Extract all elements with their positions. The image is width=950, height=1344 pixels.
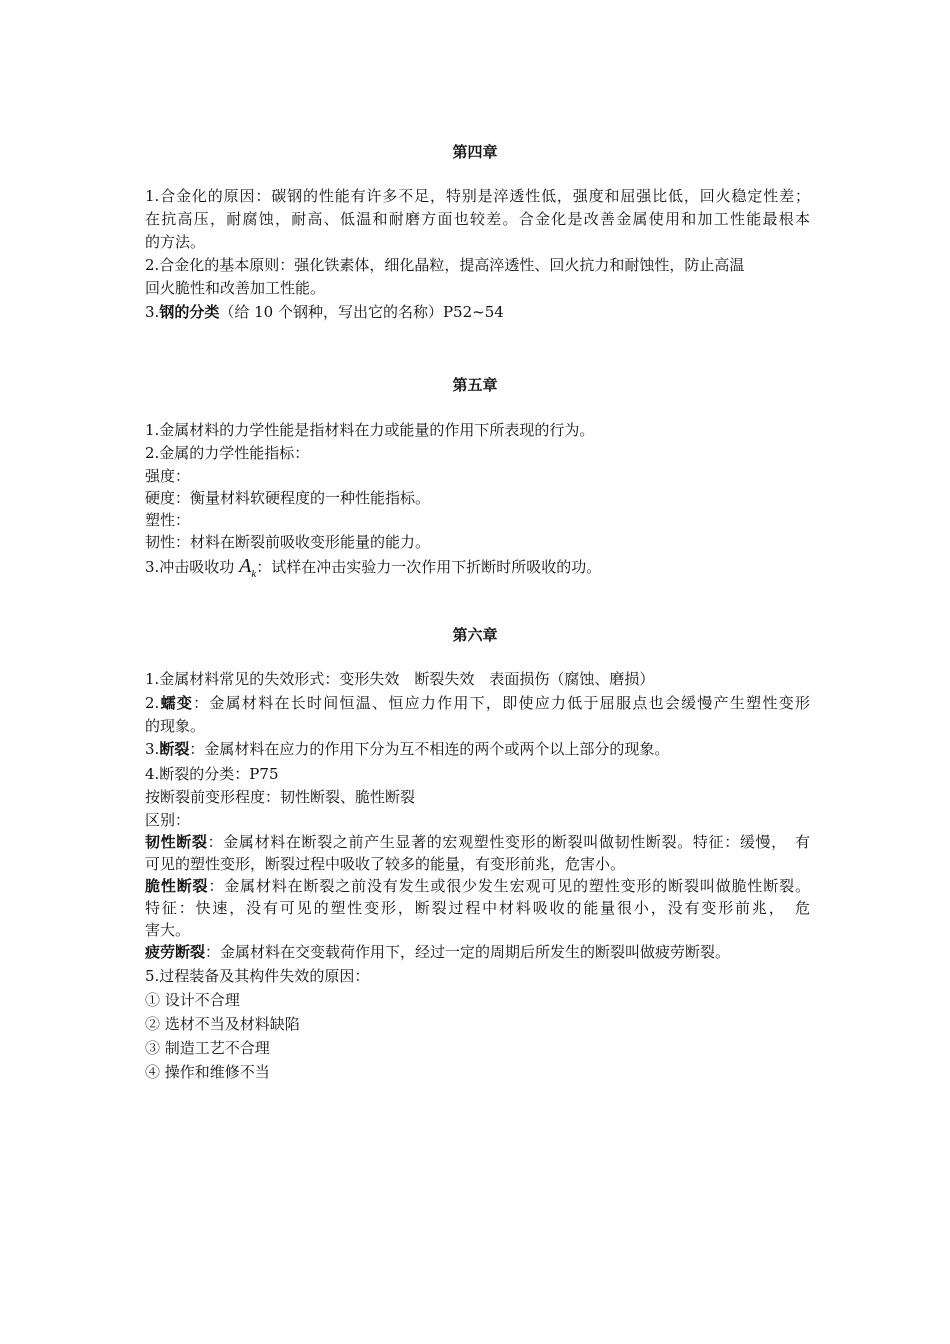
ch4-line-6-text: （给 10 个钢种，写出它的名称）P52~54 (219, 303, 504, 321)
ch6-line-10-text: ：金属材料在断裂之前没有发生或很少发生宏观可见的塑性变形的断裂叫做脆性断裂。 (208, 877, 810, 895)
ch6-line-7: 区别： (145, 811, 191, 829)
chapter-4-title: 第四章 (452, 143, 498, 161)
chapter-6-title: 第六章 (452, 626, 498, 644)
ch6-line-8-term: 韧性断裂 (145, 833, 208, 851)
ch6-line-13-term: 疲劳断裂 (145, 943, 206, 961)
ch4-line-2: 在抗高压，耐腐蚀，耐高、低温和耐磨方面也较差。合金化是改善金属使用和加工性能最根本 (145, 210, 810, 228)
ch6-line-10 (145, 876, 810, 896)
impact-energy-symbol-subscript: k (251, 568, 257, 580)
ch6-line-6: 按断裂前变形程度：韧性断裂、脆性断裂 (145, 788, 416, 806)
ch6-line-4-text: ：金属材料在应力的作用下分为互不相连的两个或两个以上部分的现象。 (189, 740, 670, 758)
ch4-line-3: 的方法。 (145, 233, 206, 251)
chapter-5-title: 第五章 (452, 376, 498, 394)
ch5-line-1: 1.金属材料的力学性能是指材料在力或能量的作用下所表现的行为。 (145, 421, 595, 439)
ch6-line-10-term: 脆性断裂 (145, 877, 209, 895)
ch6-line-14: 5.过程装备及其构件失效的原因： (145, 967, 370, 985)
ch5-line-3: 强度： (145, 467, 191, 485)
failure-cause-item-3: ③ 制造工艺不合理 (145, 1039, 270, 1057)
ch5-line-6: 韧性：材料在断裂前吸收变形能量的能力。 (145, 533, 431, 551)
ch6-line-11: 特征：快速，没有可见的塑性变形，断裂过程中材料吸收的能量很小，没有变形前兆， 危 (145, 899, 810, 917)
ch5-line-7 (145, 556, 810, 584)
ch6-line-2-term: 蠕变 (159, 694, 194, 712)
impact-energy-symbol (239, 555, 257, 580)
ch6-line-4-number: 3. (145, 740, 160, 758)
ch6-line-2-text: ：金属材料在长时间恒温、恒应力作用下，即使应力低于屈服点也会缓慢产生塑性变形 (193, 694, 810, 712)
ch5-line-7-prefix: 3.冲击吸收功 (145, 558, 240, 576)
ch6-line-13 (145, 942, 810, 962)
ch6-line-5: 4.断裂的分类：P75 (145, 765, 279, 783)
ch6-line-4-term: 断裂 (159, 740, 190, 758)
ch5-line-4: 硬度：衡量材料软硬程度的一种性能指标。 (145, 489, 431, 507)
ch4-line-4: 2.合金化的基本原则：强化铁素体，细化晶粒，提高淬透性、回火抗力和耐蚀性，防止高温 (145, 256, 745, 274)
ch5-line-2: 2.金属的力学性能指标： (145, 444, 310, 462)
ch6-line-8-text: ：金属材料在断裂之前产生显著的宏观塑性变形的断裂叫做韧性断裂。特征：缓慢， 有 (207, 833, 810, 851)
ch4-line-6 (145, 302, 810, 322)
ch4-line-6-term: 钢的分类 (159, 303, 220, 321)
ch6-line-13-text: ：金属材料在交变载荷作用下，经过一定的周期后所发生的断裂叫做疲劳断裂。 (205, 943, 731, 961)
ch6-line-8 (145, 832, 810, 852)
ch5-line-5: 塑性： (145, 511, 191, 529)
ch6-line-12: 害大。 (145, 921, 191, 939)
ch6-line-2 (145, 693, 810, 713)
impact-energy-symbol-letter: A (239, 555, 252, 577)
ch6-line-3: 的现象。 (145, 717, 206, 735)
failure-cause-item-2: ② 选材不当及材料缺陷 (145, 1015, 300, 1033)
ch6-line-1: 1.金属材料常见的失效形式：变形失效 断裂失效 表面损伤（腐蚀、磨损） (145, 670, 655, 688)
ch4-line-5: 回火脆性和改善加工性能。 (145, 279, 326, 297)
ch6-line-9: 可见的塑性变形，断裂过程中吸收了较多的能量，有变形前兆，危害小。 (145, 855, 626, 873)
failure-cause-item-1: ① 设计不合理 (145, 991, 240, 1009)
ch4-line-1: 1.合金化的原因：碳钢的性能有许多不足，特别是淬透性低，强度和屈强比低，回火稳定性差； (145, 187, 810, 205)
ch6-line-4 (145, 739, 810, 759)
failure-cause-item-4: ④ 操作和维修不当 (145, 1063, 270, 1081)
ch6-line-2-number: 2. (145, 694, 160, 712)
ch5-line-7-text: ：试样在冲击实验力一次作用下折断时所吸收的功。 (256, 558, 602, 576)
ch4-line-6-number: 3. (145, 303, 160, 321)
